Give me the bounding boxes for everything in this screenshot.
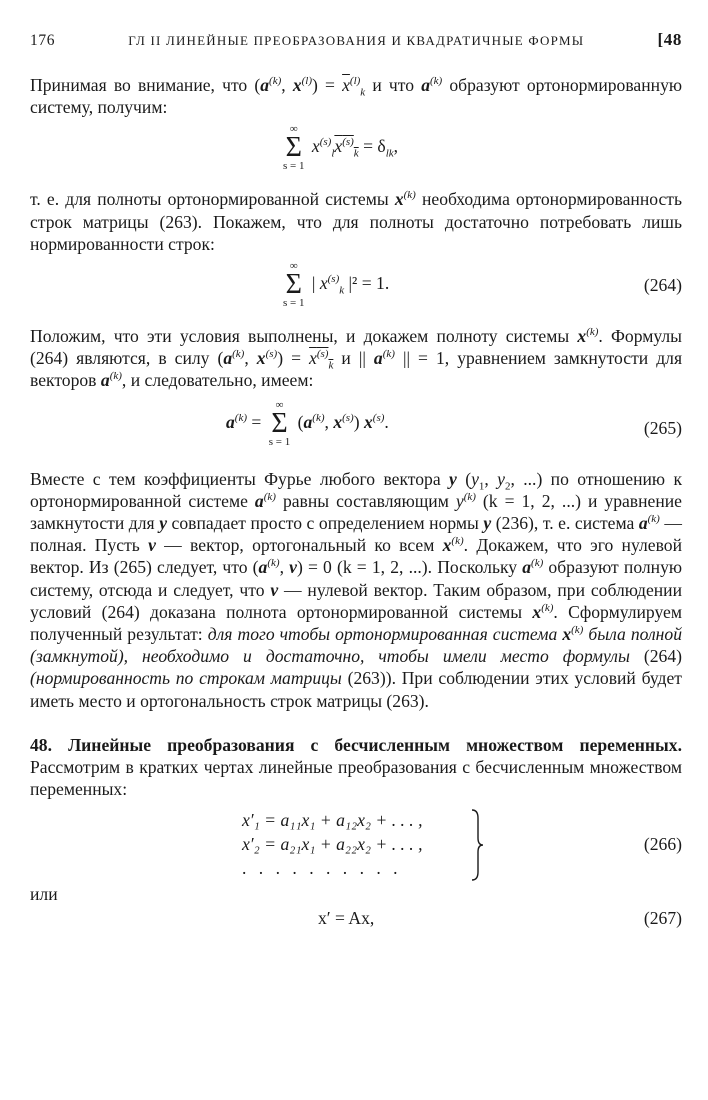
paragraph-4: Вместе с тем коэффициенты Фурье любого вектора y ($y_1$, $y_2$, ...) по отношению к ортонормированной системе $a^{(k)}$ равны составляющим $y^{(k)}$ (k = 1, 2, ...) и уравнение замкнутости для y совпадает просто с определением нормы y (236), т. е. система $a^{(k)}$ — полная. Пусть v — вектор, ортогональный ко всем $x^{(k)}$. Докажем, что эго нулевой вектор. Из (265) следует, что ($a^{(k)}$, v) = 0 (k = 1, 2, ...). Поскольку $a^{(k)}$ образуют полную систему, отсюда и следует, что v — нулевой вектор. Таким образом, при соблюдении условий (264) доказана полнота ортонормированной системы $x^{(k)}$. Сформулируем полученный результат: для того чтобы ортонормированная система $x^{(k)}$ была полной (замкнутой), необходимо и достаточно, чтобы имели место формулы (264) (нормированность по строкам матрицы (263)). При соблюдении этих условий будет иметь место и ортогональность строк матрицы (263). <box>30 468 683 711</box>
paragraph-1: Принимая во внимание, что ($a^{(k)}$, $x^{(l)}) = \overline{x}^{(l)}_k$ и что $a^{(k)}$ образуют ортонормированную систему, получим: <box>30 75 683 118</box>
equation-number-264: (264) <box>643 275 682 296</box>
equation-number-265: (265) <box>643 417 682 438</box>
paragraph-2: т. е. для полноты ортонормированной системы $x^{(k)}$ необходима ортонормированность строк матрицы (263). Покажем, что для полноты достаточно потребовать лишь нормированности строк: <box>30 189 682 254</box>
formula-267 <box>30 884 682 938</box>
equation-number-266: (266) <box>643 834 682 855</box>
system-row-2: x′₂ = a₂₁x₁ + a₂₂x₂ + . . . , <box>242 834 423 855</box>
paragraph-3: Положим, что эти условия выполнены, и докажем полноту системы $x^{(k)}$. Формулы (264) являются, в силу ($a^{(k)}$, $x^{(s)}) = x^{(s)}_k$ и || $a^{(k)}$ || = 1, уравнением замкнутости для векторов $a^{(k)}$, и следовательно, имеем: <box>30 326 683 391</box>
system-row-3: . . . . . . . . . . <box>242 858 402 879</box>
system-row-1: x′₁ = a₁₁x₁ + a₁₂x₂ + . . . , <box>242 810 423 831</box>
running-title: ГЛ II ЛИНЕЙНЫЕ ПРЕОБРАЗОВАНИЯ И КВАДРАТИЧНЫЕ ФОРМЫ <box>128 33 585 48</box>
right-brace-icon <box>470 808 484 882</box>
formula-264: ∞ Σ s = 1 | $x^{(s)}_k$ |² = 1. (264) <box>283 260 682 310</box>
section-heading: 48. Линейные преобразования с бесчисленным множеством переменных. <box>30 734 682 755</box>
formula-267-body: x′ = Ax, <box>318 908 375 929</box>
section-48: 48. Линейные преобразования с бесчисленным множеством переменных. Рассмотрим в кратких чертах линейные преобразования с бесчисленным множеством переменных: <box>30 734 682 800</box>
running-header <box>30 30 682 60</box>
or-word: или <box>30 884 58 905</box>
formula-266 <box>30 808 682 888</box>
page <box>30 30 682 938</box>
formula-orthonormality: ∞ Σ s = 1 $x^{(s)}_lx^{(s)}_k = \delta_{lk}$, <box>283 123 399 173</box>
equation-number-267: (267) <box>643 908 682 929</box>
formula-265: $a^{(k)}$ = ∞ Σ s = 1 ($a^{(k)}$, $x^{(s)}$) $x^{(s)}$. (265) <box>226 398 682 448</box>
section-marker: [48 <box>657 30 682 49</box>
page-number: 176 <box>30 32 56 49</box>
